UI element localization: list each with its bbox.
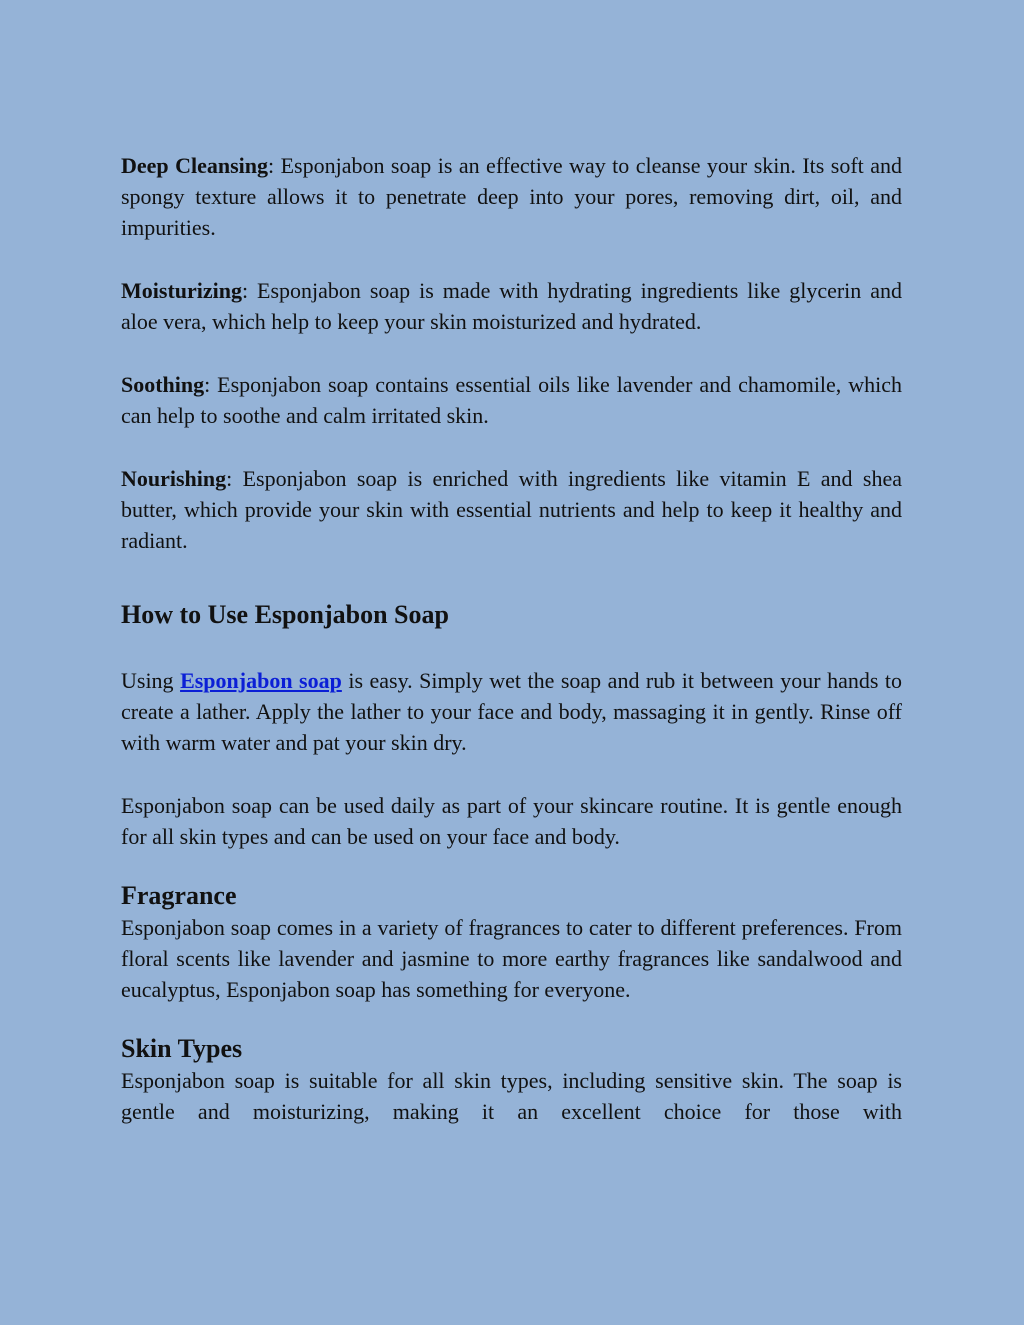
benefit-term: Deep Cleansing	[121, 153, 269, 178]
daily-use-paragraph: Esponjabon soap can be used daily as part of your skincare routine. It is gentle enough for all skin types and can be used on your face and body.	[121, 793, 902, 849]
fragrance-heading: Fragrance	[121, 881, 237, 910]
how-to-use-text-after: is easy. Simply wet the soap and rub it between your hands to create a lather. Apply the lather to your face and body, massaging it in gently. Rinse off with warm water and pat your skin dry.	[121, 668, 903, 755]
how-to-use-heading: How to Use Esponjabon Soap	[121, 600, 449, 629]
esponjabon-soap-link[interactable]: Esponjabon soap	[180, 668, 342, 693]
how-to-use-text-before: Using	[121, 668, 181, 693]
benefit-nourishing	[121, 463, 902, 556]
skin-types-paragraph: Esponjabon soap is suitable for all skin types, including sensitive skin. The soap is gentle and moisturizing, making it an excellent choice for those with	[121, 1068, 902, 1124]
benefit-deep-cleansing	[121, 150, 902, 243]
benefit-text: : Esponjabon soap is made with hydrating ingredients like glycerin and aloe vera, which help to keep your skin moisturized and hydrated.	[121, 278, 902, 334]
how-to-use-paragraph	[121, 665, 902, 758]
benefit-term: Soothing	[121, 372, 205, 397]
benefit-term: Moisturizing	[121, 278, 242, 303]
benefit-text: : Esponjabon soap is enriched with ingredients like vitamin E and shea butter, which provide your skin with essential nutrients and help to keep it healthy and radiant.	[121, 466, 902, 553]
benefit-text: : Esponjabon soap is an effective way to cleanse your skin. Its soft and spongy texture allows it to penetrate deep into your pores, removing dirt, oil, and impurities.	[121, 153, 903, 240]
skin-types-heading: Skin Types	[121, 1034, 243, 1063]
benefit-moisturizing	[121, 275, 902, 337]
benefit-soothing	[121, 369, 902, 431]
benefit-text: : Esponjabon soap contains essential oils like lavender and chamomile, which can help to soothe and calm irritated skin.	[121, 372, 902, 428]
document-body	[121, 150, 902, 1127]
fragrance-paragraph: Esponjabon soap comes in a variety of fragrances to cater to different preferences. From floral scents like lavender and jasmine to more earthy fragrances like sandalwood and eucalyptus, Esponjabon soap has something for everyone.	[121, 915, 902, 1002]
benefit-term: Nourishing	[121, 466, 227, 491]
